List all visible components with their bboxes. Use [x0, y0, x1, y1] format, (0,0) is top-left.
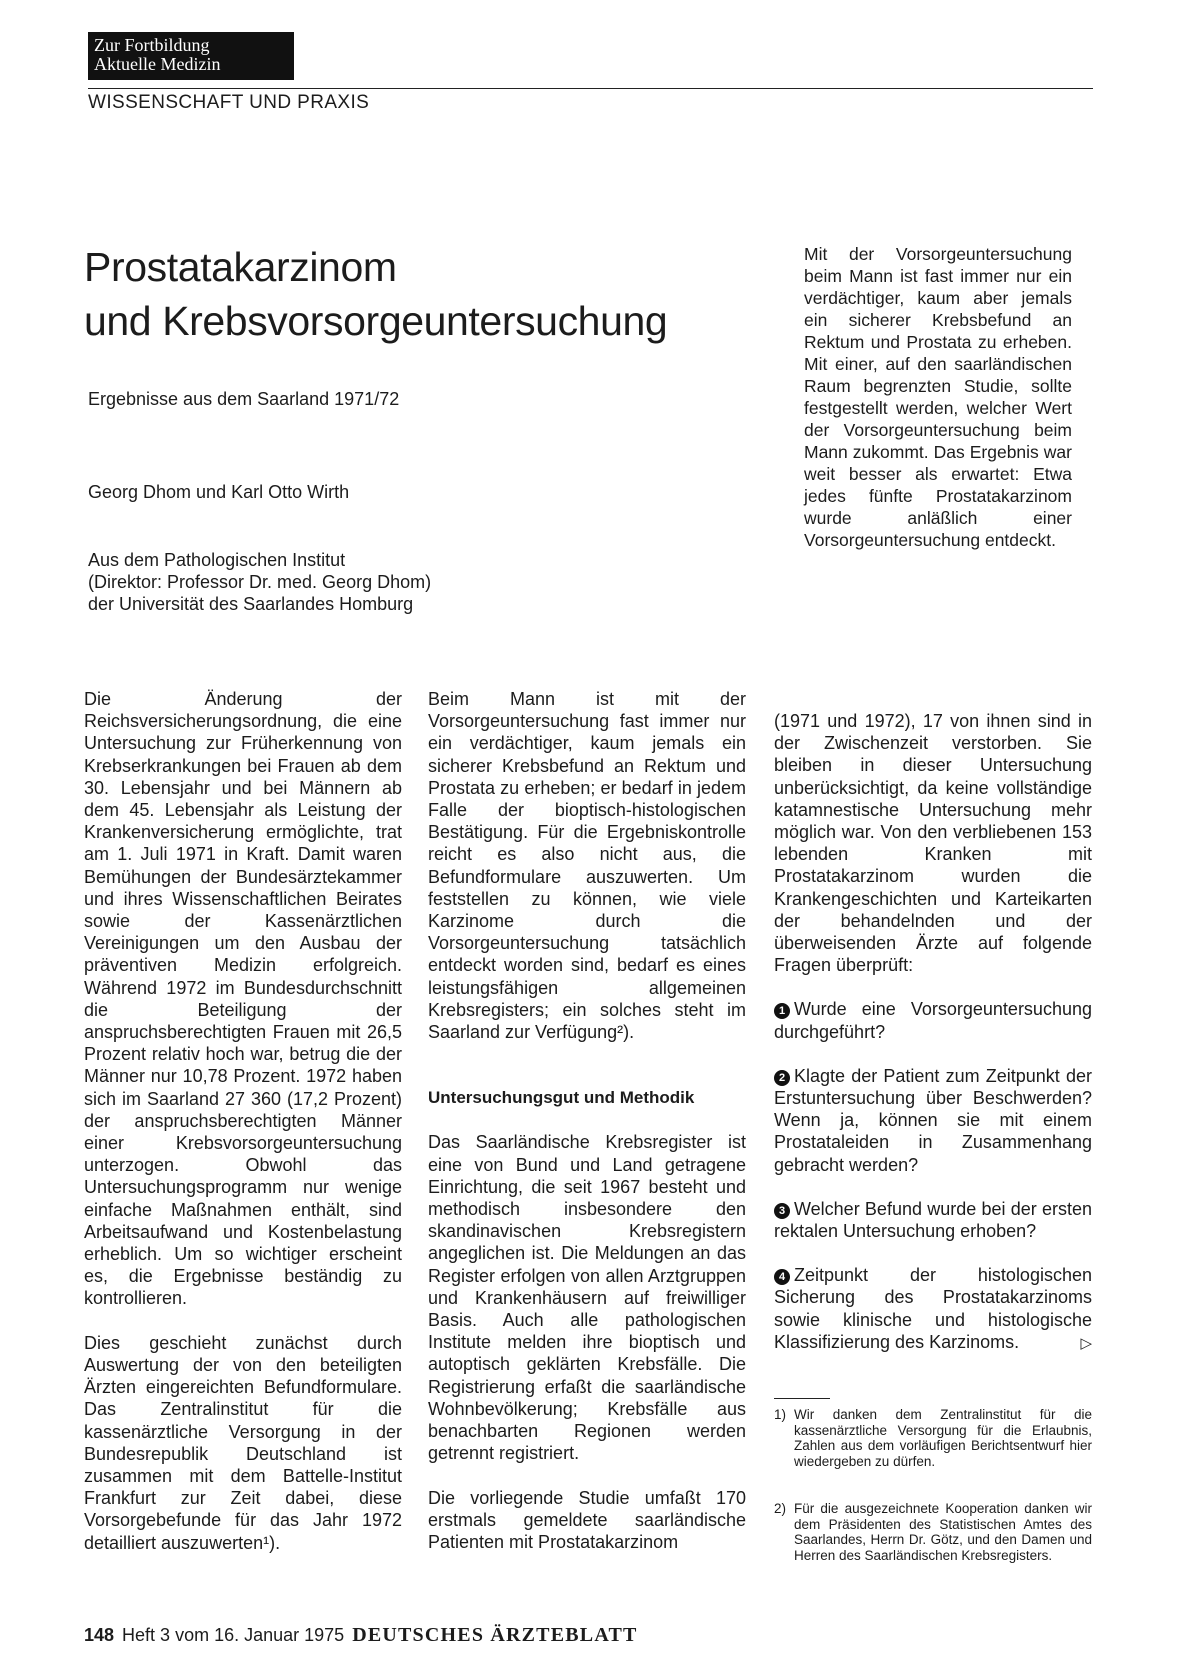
number-2-icon: 2	[774, 1070, 790, 1086]
title-line-2: und Krebsvorsorgeuntersuchung	[84, 298, 668, 344]
paragraph: Die vorliegende Studie umfaßt 170 erstmals gemeldete saarländische Patienten mit Prostatakarzinom	[428, 1487, 746, 1552]
number-1-icon: 1	[774, 1003, 790, 1019]
question-text: Wurde eine Vorsorgeuntersuchung durchgeführt?	[774, 999, 1092, 1042]
affiliation-line-2: (Direktor: Professor Dr. med. Georg Dhom)	[88, 572, 432, 592]
paragraph: Dies geschieht zunächst durch Auswertung der von den beteiligten Ärzten eingereichten Befundformulare. Das Zentralinstitut für die kassenärztliche Versorgung in der Bundesrepublik Deutschland ist zusammen mit dem Battelle-Institut Frankfurt zur Zeit dabei, diese Vorsorgebefunde für das Jahr 1972 detailliert auszuwerten¹).	[84, 1332, 402, 1553]
article-subtitle: Ergebnisse aus dem Saarland 1971/72	[88, 389, 400, 409]
number-3-icon: 3	[774, 1203, 790, 1219]
section-heading: Untersuchungsgut und Methodik	[428, 1088, 695, 1108]
question-item	[774, 998, 1092, 1042]
article-summary: Mit der Vorsorgeuntersuchung beim Mann ist fast immer nur ein verdächtiger, kaum aber jemals ein sicherer Krebsbefund an Rektum und Prostata zu erheben. Mit einer, auf den saarländischen Raum begrenzten Studie, sollte festgestellt werden, welcher Wert der Vorsorgeuntersuchung beim Mann zukommt. Das Ergebnis war weit besser als erwartet: Etwa jedes fünfte Prostatakarzinom wurde anläßlich einer Vorsorgeuntersuchung entdeckt.	[804, 244, 1072, 550]
question-item	[774, 1065, 1092, 1176]
author-affiliation	[88, 549, 431, 615]
footnote-number: 1)	[774, 1407, 787, 1422]
section-label: WISSENSCHAFT UND PRAXIS	[88, 92, 370, 113]
footnote-number: 2)	[774, 1501, 787, 1516]
question-text: Zeitpunkt der histologischen Sicherung des Prostatakarzinoms sowie klinische und histologische Klassifizierung des Karzinoms.	[774, 1265, 1092, 1352]
page-number: 148	[84, 1625, 115, 1645]
article-authors: Georg Dhom und Karl Otto Wirth	[88, 482, 350, 502]
footnote-text: Für die ausgezeichnete Kooperation danken wir dem Präsidenten des Statistischen Amtes des Saarlandes, Herrn Dr. Götz, und den Damen und Herren des Saarländischen Krebsregisters.	[794, 1501, 1092, 1563]
continued-arrow-icon: ▷	[1080, 1334, 1092, 1352]
page-footer	[84, 1624, 638, 1647]
title-line-1: Prostatakarzinom	[84, 244, 397, 290]
header-rule	[88, 88, 1093, 89]
question-item	[774, 1264, 1092, 1353]
affiliation-line-1: Aus dem Pathologischen Institut	[88, 550, 346, 570]
paragraph: Das Saarländische Krebsregister ist eine von Bund und Land getragene Einrichtung, die seit 1967 besteht und methodisch insbesondere den skandinavischen Krebsregistern angeglichen ist. Die Meldungen an das Register erfolgen von allen Arztgruppen und Krankenhäusern auf freiwilliger Basis. Auch alle pathologischen Institute melden ihre bioptisch und autoptisch geklärten Krebsfälle. Die Registrierung erfaßt die saarländische Wohnbevölkerung; Krebsfälle aus benachbarten Regionen werden getrennt registriert.	[428, 1132, 746, 1464]
body-column-2	[428, 688, 746, 1553]
footnote	[774, 1407, 1092, 1469]
badge-line-1: Zur Fortbildung	[94, 35, 210, 55]
question-item	[774, 1198, 1092, 1242]
paragraph: (1971 und 1972), 17 von ihnen sind in der Zwischenzeit verstorben. Sie bleiben in dieser Untersuchung unberücksichtigt, da keine vollständige katamnestische Untersuchung mehr möglich war. Von den verbliebenen 153 lebenden Kranken mit Prostatakarzinom wurden die Krankengeschichten und Karteikarten der behandelnden und der überweisenden Ärzte auf folgende Fragen überprüft:	[774, 711, 1092, 976]
paragraph: Die Änderung der Reichsversicherungsordnung, die eine Untersuchung zur Früherkennung von Krebserkrankungen bei Frauen ab dem 30. Lebensjahr und bei Männern ab dem 45. Lebensjahr als Leistung der Krankenversicherung ermöglichte, trat am 1. Juli 1971 in Kraft. Damit waren Bemühungen der Bundesärztekammer und ihres Wissenschaftlichen Beirates sowie der Kassenärztlichen Vereinigungen um den Ausbau der präventiven Medizin erfolgreich. Während 1972 im Bundesdurchschnitt die Beteiligung der anspruchsberechtigten Frauen mit 26,5 Prozent relativ hoch war, betrug die der Männer nur 10,78 Prozent. 1972 haben sich im Saarland 27 360 (17,2 Prozent) der anspruchsberechtigten Männer einer Krebsvorsorgeuntersuchung unterzogen. Obwohl das Untersuchungsprogramm nur wenige einfache Maßnahmen enthält, sind Arbeitsaufwand und Kostenbelastung erheblich. Um so wichtiger erscheint es, die Ergebnisse beständig zu kontrollieren.	[84, 689, 402, 1309]
question-text: Klagte der Patient zum Zeitpunkt der Erstuntersuchung über Beschwerden? Wenn ja, können sie mit einem Prostataleiden in Zusammenhang gebracht werden?	[774, 1065, 1092, 1175]
paragraph: Beim Mann ist mit der Vorsorgeuntersuchung fast immer nur ein verdächtiger, kaum jemals ein sicherer Krebsbefund an Rektum und Prostata zu erheben; er bedarf in jedem Falle der bioptisch-histologischen Bestätigung. Für die Ergebniskontrolle reicht es also nicht aus, die Befundformulare auszuwerten. Um feststellen zu können, wie viele Karzinome durch die Vorsorgeuntersuchung tatsächlich entdeckt worden sind, bedarf es eines leistungsfähigen allgemeinen Krebsregisters; ein solches steht im Saarland zur Verfügung²).	[428, 689, 746, 1043]
footnote	[774, 1501, 1092, 1563]
question-text: Welcher Befund wurde bei der ersten rektalen Untersuchung erhoben?	[774, 1198, 1092, 1242]
badge-line-2: Aktuelle Medizin	[94, 54, 221, 74]
affiliation-line-3: der Universität des Saarlandes Homburg	[88, 594, 414, 614]
journal-name: DEUTSCHES ÄRZTEBLATT	[352, 1624, 638, 1646]
body-column-1	[84, 688, 402, 1554]
section-badge	[88, 32, 294, 80]
issue-info: Heft 3 vom 16. Januar 1975	[122, 1625, 345, 1645]
footnote-text: Wir danken dem Zentralinstitut für die kassenärztliche Versorgung für die Erlaubnis, Zahlen aus dem vorläufigen Berichtsentwurf hier wiedergeben zu dürfen.	[794, 1407, 1092, 1469]
body-column-3	[774, 710, 1092, 1355]
article-title	[84, 240, 774, 348]
footnote-rule	[774, 1398, 830, 1399]
number-4-icon: 4	[774, 1269, 790, 1285]
